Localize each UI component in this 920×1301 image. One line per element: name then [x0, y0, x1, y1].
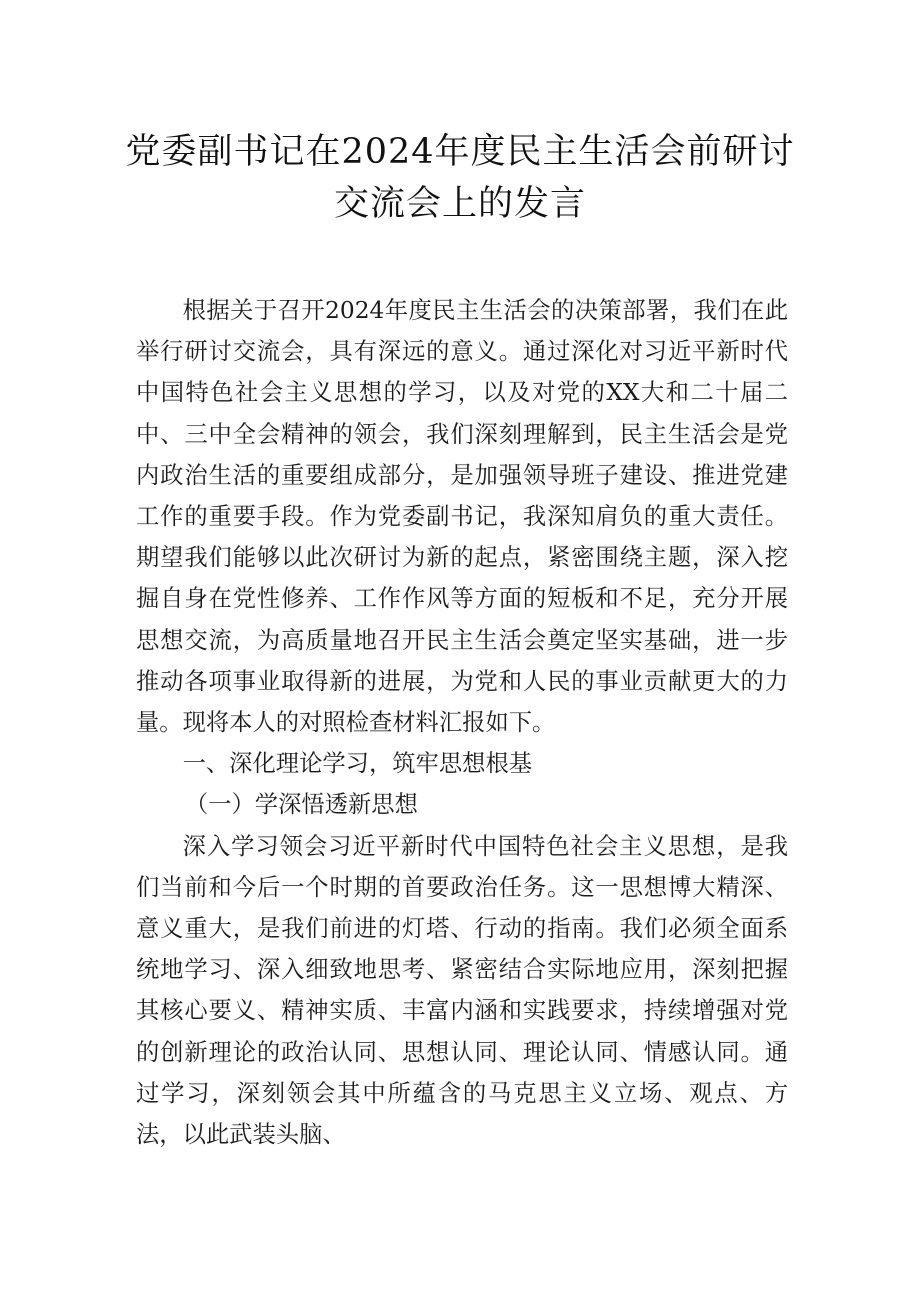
document-title — [0, 126, 920, 230]
title-line-1: 党委副书记在2024年度民主生活会前研讨 — [125, 132, 795, 172]
section-heading: 一、深化理论学习，筑牢思想根基 — [182, 750, 533, 778]
intro-paragraph: 根据关于召开2024年度民主生活会的决策部署，我们在此举行研讨交流会，具有深远的意义。通过深化对习近平新时代中国特色社会主义思想的学习，以及对党的XX大和二十届二中、三中全会精神的领会，我们深刻理解到，民主生活会是党内政治生活的重要组成部分，是加强领导班子建设、推进党建工作的重要手段。作为党委副书记，我深知肩负的重大责任。期望我们能够以此次研讨为新的起点，紧密围绕主题，深入挖掘自身在党性修养、工作作风等方面的短板和不足，充分开展思想交流，为高质量地召开民主生活会奠定坚实基础，进一步推动各项事业取得新的进展，为党和人民的事业贡献更大的力量。现将本人的对照检查材料汇报如下。 — [136, 297, 788, 737]
title-line-2: 交流会上的发言 — [333, 184, 586, 224]
document-body — [136, 290, 788, 1155]
body-paragraph: 深入学习领会习近平新时代中国特色社会主义思想，是我们当前和今后一个时期的首要政治任务。这一思想博大精深、意义重大，是我们前进的灯塔、行动的指南。我们必须全面系统地学习、深入细致地思考、紧密结合实际地应用，深刻把握其核心要义、精神实质、丰富内涵和实践要求，持续增强对党的创新理论的政治认同、思想认同、理论认同、情感认同。通过学习，深刻领会其中所蕴含的马克思主义立场、观点、方法，以此武装头脑、 — [136, 832, 788, 1149]
subsection-heading: （一）学深悟透新思想 — [184, 791, 418, 819]
